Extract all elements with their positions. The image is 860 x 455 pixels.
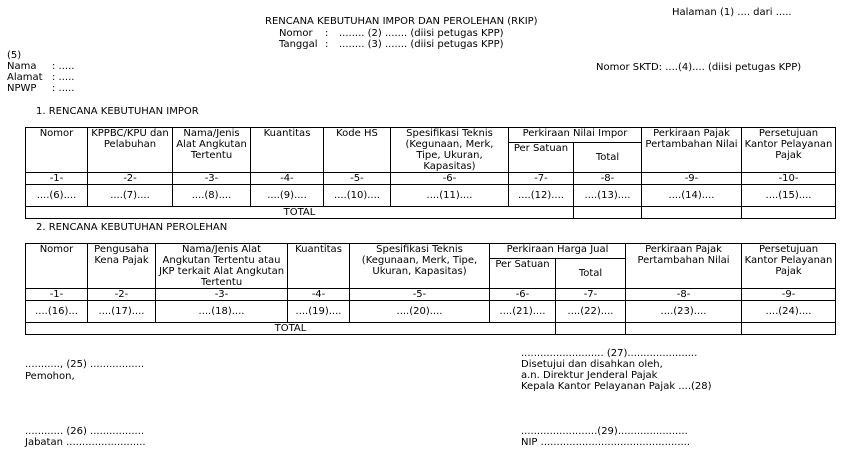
total-cell (742, 207, 836, 219)
header-kode-hs: Kode HS (324, 128, 391, 173)
total-cell (642, 207, 742, 219)
applicant-role: Pemohon, (25, 371, 75, 382)
col-number: -3- (173, 173, 251, 185)
nomor-colon: : (325, 28, 329, 39)
npwp-row (7, 83, 74, 94)
header-spesifikasi: Spesifikasi Teknis (Kegunaan, Merk, Tipe, Ukuran, Kapasitas) (350, 244, 490, 289)
import-table (25, 127, 836, 219)
col-number: -6- (490, 289, 556, 301)
header-ppn: Perkiraan Pajak Pertambahan Nilai (626, 244, 742, 289)
col-number: -4- (288, 289, 350, 301)
col-number: -2- (88, 173, 173, 185)
total-label: TOTAL (26, 323, 556, 335)
npwp-label: NPWP (7, 83, 37, 94)
col-number: -9- (742, 289, 836, 301)
header-per-satuan: Per Satuan (509, 143, 574, 173)
header-pkp: Pengusaha Kena Pajak (88, 244, 156, 289)
total-label: TOTAL (26, 207, 574, 219)
col-number: -7- (509, 173, 574, 185)
applicant-date: ..........., (25) ................. (25, 359, 145, 370)
header-kuantitas: Kuantitas (288, 244, 350, 289)
col-number: -7- (556, 289, 626, 301)
col-number: -4- (251, 173, 324, 185)
cell-value: ....(6).... (26, 185, 88, 207)
cell-value: ....(21).... (490, 301, 556, 323)
tanggal-colon: : (325, 39, 329, 50)
acquisition-table (25, 243, 836, 335)
alamat-value: : ..... (52, 72, 75, 83)
cell-value: ....(15).... (742, 185, 836, 207)
header-harga-jual: Perkiraan Harga Jual (490, 244, 626, 259)
total-cell (626, 323, 742, 335)
cell-value: ....(17).... (88, 301, 156, 323)
document-title: RENCANA KEBUTUHAN IMPOR DAN PEROLEHAN (RKIP) (265, 16, 538, 27)
cell-value: ....(7).... (88, 185, 173, 207)
cell-value: ....(10).... (324, 185, 391, 207)
col-number: -6- (391, 173, 509, 185)
col-number: -8- (574, 173, 642, 185)
cell-value: ....(9).... (251, 185, 324, 207)
col-number: -2- (88, 289, 156, 301)
applicant-jabatan: Jabatan ......................... (25, 437, 146, 448)
header-ppn: Perkiraan Pajak Pertambahan Nilai (642, 128, 742, 173)
approver-nip: NIP ............................................... (521, 437, 691, 448)
nomor-row (279, 28, 504, 39)
col-number: -10- (742, 173, 836, 185)
cell-value: ....(23).... (626, 301, 742, 323)
col-number: -5- (324, 173, 391, 185)
alamat-row (7, 72, 74, 83)
header-nilai-impor: Perkiraan Nilai Impor (509, 128, 642, 143)
nomor-label: Nomor (279, 28, 313, 39)
header-persetujuan: Persetujuan Kantor Pelayanan Pajak (742, 244, 836, 289)
approval-date: .......................... (27)...................... (521, 348, 698, 359)
cell-value: ....(12).... (509, 185, 574, 207)
cell-value: ....(18).... (156, 301, 288, 323)
header-total: Total (574, 143, 642, 173)
tanggal-row (279, 39, 504, 50)
cell-value: ....(24).... (742, 301, 836, 323)
header-kuantitas: Kuantitas (251, 128, 324, 173)
total-cell (556, 323, 626, 335)
section2-heading: 2. RENCANA KEBUTUHAN PEROLEHAN (36, 222, 228, 233)
cell-value: ....(8).... (173, 185, 251, 207)
nama-label: Nama (7, 61, 37, 72)
header-nama-jenis: Nama/Jenis Alat Angkutan Tertentu atau JKP terkait Alat Angkutan Tertentu (156, 244, 288, 289)
approval-office: Kepala Kantor Pelayanan Pajak ....(28) (521, 381, 712, 392)
cell-value: ....(11).... (391, 185, 509, 207)
applicant-name: ............ (26) ................. (25, 426, 145, 437)
nama-value: : ..... (52, 61, 75, 72)
nama-row (7, 61, 74, 72)
header-nomor: Nomor (26, 128, 88, 173)
cell-value: ....(14).... (642, 185, 742, 207)
approval-line: Disetujui dan disahkan oleh, (521, 359, 663, 370)
page-indicator: Halaman (1) .... dari ..... (672, 7, 792, 18)
header-nama-jenis: Nama/Jenis Alat Angkutan Tertentu (173, 128, 251, 173)
identity-marker: (5) (7, 50, 22, 61)
tanggal-label: Tanggal (279, 39, 318, 50)
section1-heading: 1. RENCANA KEBUTUHAN IMPOR (36, 106, 199, 117)
header-total: Total (556, 259, 626, 289)
col-number: -5- (350, 289, 490, 301)
approval-on-behalf: a.n. Direktur Jenderal Pajak (521, 370, 658, 381)
header-nomor: Nomor (26, 244, 88, 289)
col-number: -9- (642, 173, 742, 185)
alamat-label: Alamat (7, 72, 43, 83)
header-per-satuan: Per Satuan (490, 259, 556, 289)
col-number: -1- (26, 289, 88, 301)
header-kppbc: KPPBC/KPU dan Pelabuhan (88, 128, 173, 173)
cell-value: ....(19).... (288, 301, 350, 323)
cell-value: ....(13).... (574, 185, 642, 207)
nomor-value: ........ (2) ....... (diisi petugas KPP) (339, 28, 504, 39)
cell-value: ....(16)... (26, 301, 88, 323)
npwp-value: : ..... (52, 83, 75, 94)
tanggal-value: ........ (3) ....... (diisi petugas KPP) (339, 39, 504, 50)
col-number: -1- (26, 173, 88, 185)
approver-name: ........................(29)...................... (521, 426, 688, 437)
cell-value: ....(22).... (556, 301, 626, 323)
total-cell (742, 323, 836, 335)
header-persetujuan: Persetujuan Kantor Pelayanan Pajak (742, 128, 836, 173)
sktd-number: Nomor SKTD: ....(4).... (diisi petugas KPP) (596, 62, 802, 73)
col-number: -8- (626, 289, 742, 301)
cell-value: ....(20).... (350, 301, 490, 323)
col-number: -3- (156, 289, 288, 301)
header-spesifikasi: Spesifikasi Teknis (Kegunaan, Merk, Tipe, Ukuran, Kapasitas) (391, 128, 509, 173)
total-cell (574, 207, 642, 219)
